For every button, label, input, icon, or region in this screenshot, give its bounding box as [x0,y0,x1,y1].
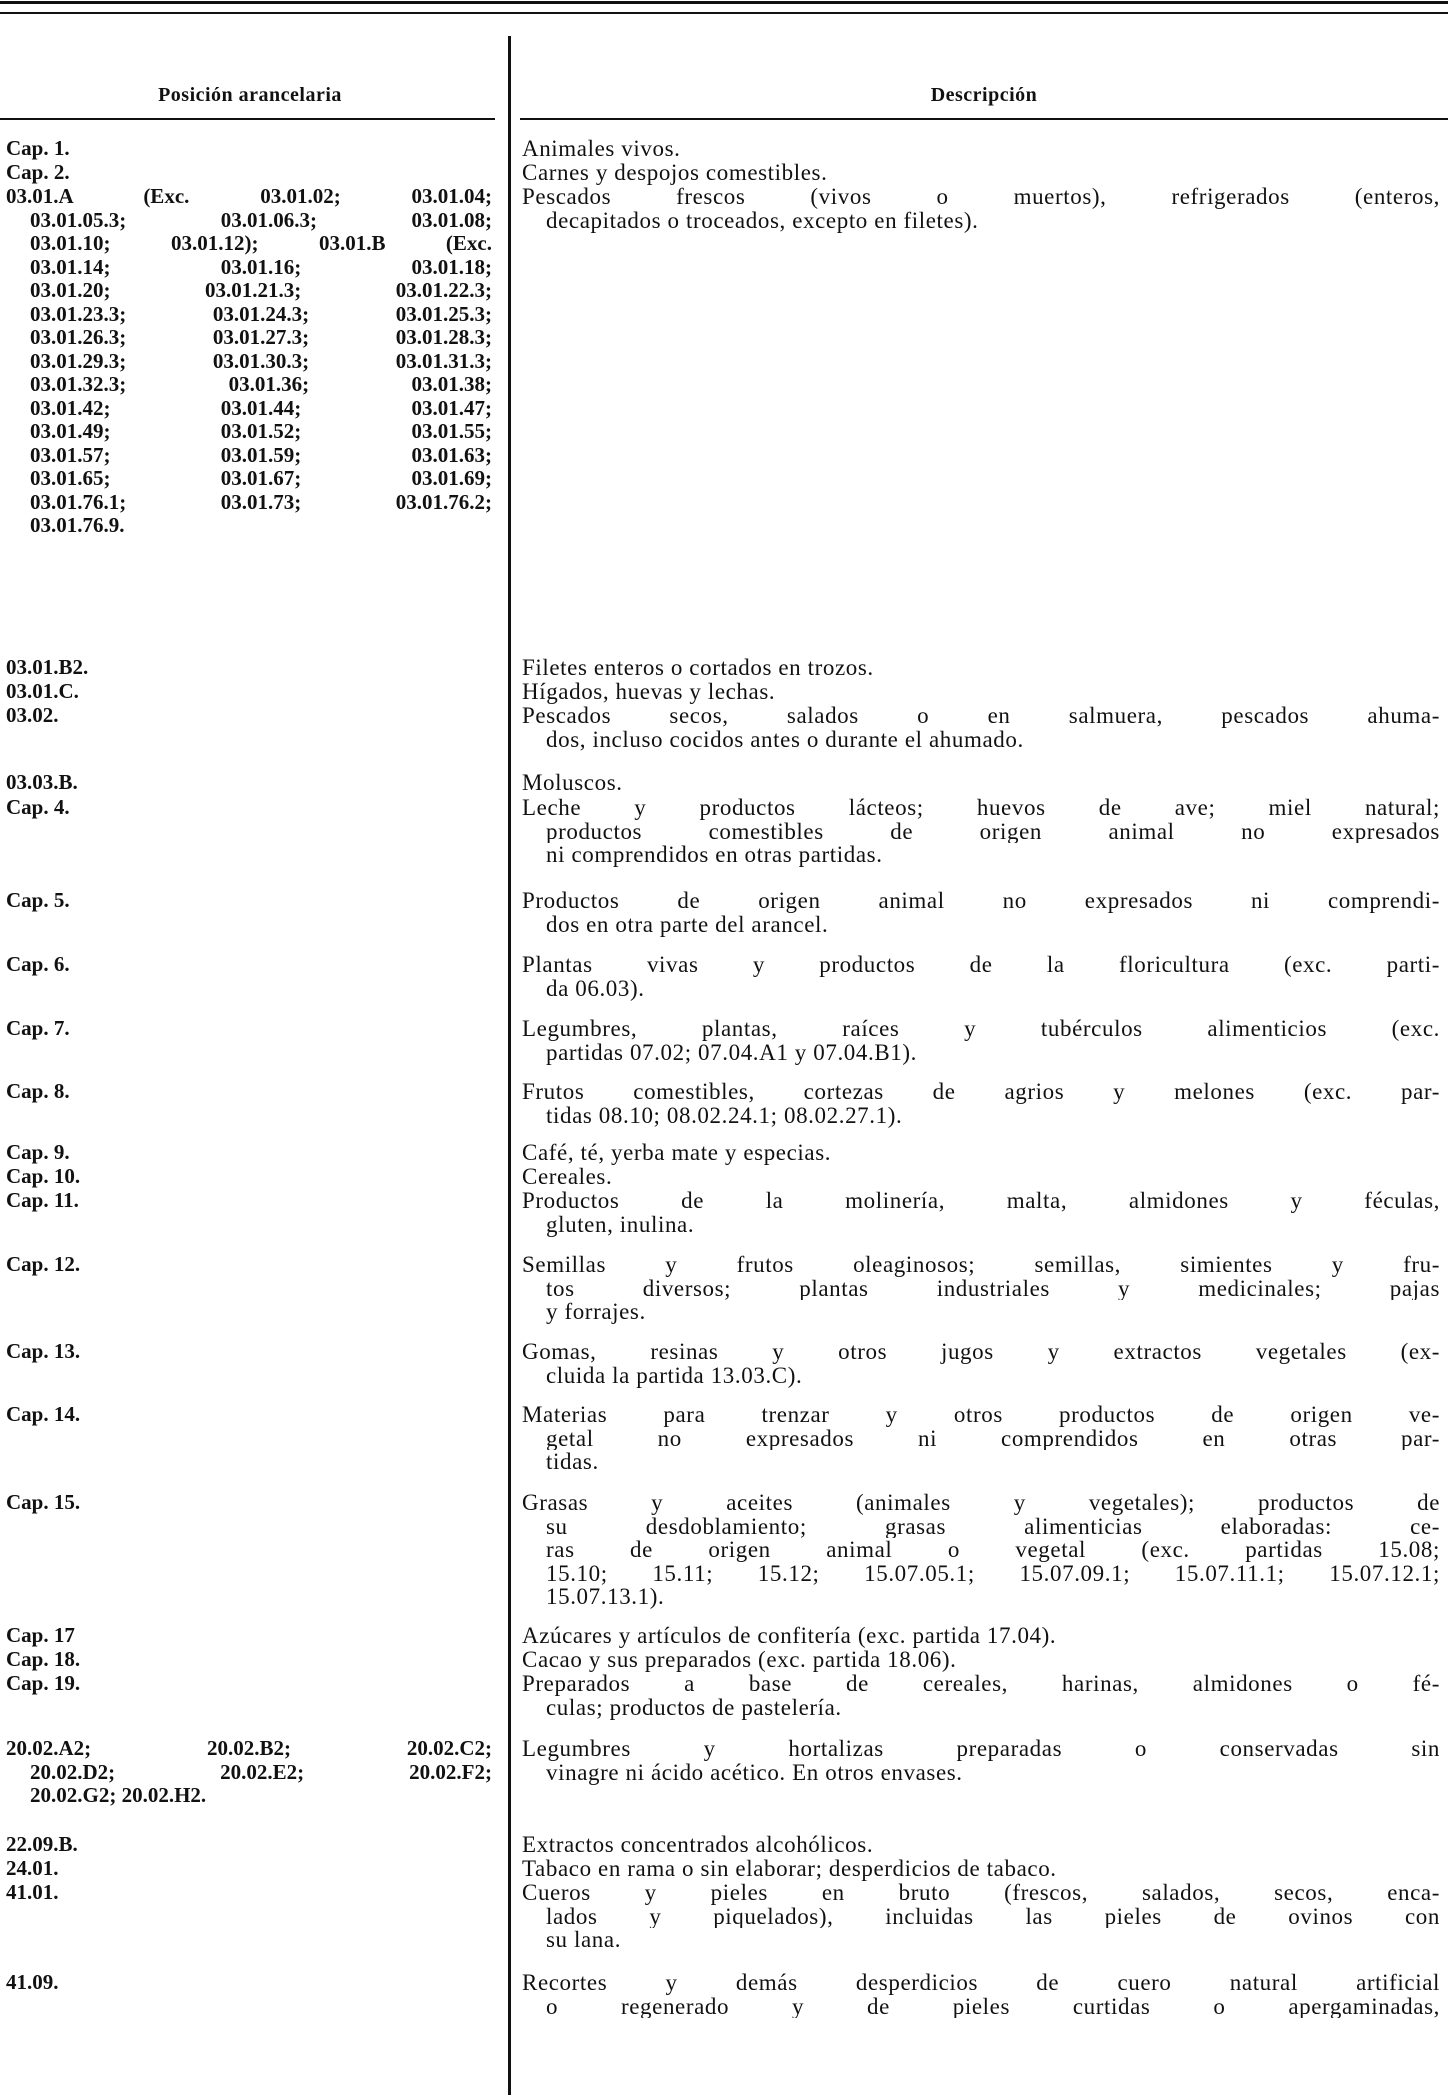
position-cell [6,771,492,795]
position-cell [6,1141,492,1165]
position-cell [6,1080,492,1104]
description-line: Moluscos. [522,770,623,795]
top-rule-thick [0,1,1448,4]
description-cell [522,1857,1440,1881]
position-line: Cap. 8. [6,1079,70,1103]
description-line: Cereales. [522,1164,613,1189]
position-line: 03.01.49; 03.01.52; 03.01.55; [30,420,492,443]
description-line: Pescados secos, salados o en salmuera, pescados ahuma- [522,704,1440,728]
description-cell [522,1080,1440,1127]
position-cell [6,1624,492,1648]
description-cell [522,1253,1440,1324]
description-line: partidas 07.02; 07.04.A1 y 07.04.B1). [546,1039,918,1065]
description-line: cluida la partida 13.03.C). [546,1362,803,1388]
description-line: Plantas vivas y productos de la floricultura (exc. parti- [522,953,1440,977]
description-line: 15.10; 15.11; 15.12; 15.07.05.1; 15.07.09.1; 15.07.11.1; 15.07.12.1; [546,1561,1440,1585]
position-line: 03.01.57; 03.01.59; 03.01.63; [30,443,492,467]
position-line: Cap. 17 [6,1623,75,1647]
position-line: Cap. 9. [6,1140,70,1164]
position-line: 03.01.C. [6,679,79,703]
position-cell [6,1672,492,1696]
position-line: 03.01.A (Exc. 03.01.02; 03.01.04; [6,185,492,208]
description-cell [522,185,1440,232]
position-line: Cap. 18. [6,1647,81,1671]
description-cell [522,1672,1440,1719]
description-line: Recortes y demás desperdicios de cuero natural artificial [522,1971,1440,1995]
position-cell [6,1881,492,1905]
position-line: 41.09. [6,1970,59,1994]
description-line: Semillas y frutos oleaginosos; semillas, simientes y fru- [522,1253,1440,1277]
description-line: su desdoblamiento; grasas alimenticias elaboradas: ce- [546,1514,1440,1538]
position-cell [6,1165,492,1189]
position-line: 03.01.10; 03.01.12); 03.01.B (Exc. [30,232,492,255]
position-line: 03.01.65; 03.01.67; 03.01.69; [30,467,492,490]
description-line: Materias para trenzar y otros productos de origen ve- [522,1403,1440,1427]
position-line: 03.01.76.9. [30,513,125,537]
description-cell [522,1971,1440,2018]
description-line: Café, té, yerba mate y especias. [522,1140,832,1165]
description-line: Grasas y aceites (animales y vegetales); productos de [522,1491,1440,1515]
description-line: Gomas, resinas y otros jugos y extractos vegetales (ex- [522,1340,1440,1364]
description-line: dos en otra parte del arancel. [546,911,829,937]
description-line: vinagre ni ácido acético. En otros envases. [546,1759,963,1785]
description-line: su lana. [546,1927,622,1952]
position-cell [6,1017,492,1041]
description-line: Cueros y pieles en bruto (frescos, salados, secos, enca- [522,1881,1440,1905]
description-cell [522,953,1440,1000]
header-description: Descripción [930,84,1038,106]
position-cell [6,1253,492,1277]
description-line: tidas. [546,1449,599,1474]
description-cell [522,161,1440,185]
description-line: Productos de la molinería, malta, almidones y féculas, [522,1189,1440,1213]
description-line: Animales vivos. [522,136,681,161]
position-cell [6,1971,492,1995]
position-cell [6,1857,492,1881]
position-cell [6,1491,492,1515]
position-line: 03.01.29.3; 03.01.30.3; 03.01.31.3; [30,349,492,373]
position-cell [6,656,492,680]
position-line: Cap. 14. [6,1402,81,1426]
description-line: getal no expresados ni comprendidos en otras par- [546,1426,1440,1450]
description-cell [522,1340,1440,1387]
description-line: ni comprendidos en otras partidas. [546,842,883,867]
description-line: lados y piquelados), incluidas las pieles de ovinos con [546,1904,1440,1928]
position-cell [6,889,492,913]
position-line: 03.01.14; 03.01.16; 03.01.18; [30,255,492,279]
description-line: Filetes enteros o cortados en trozos. [522,655,874,680]
position-line: 20.02.A2; 20.02.B2; 20.02.C2; [6,1737,492,1760]
position-line: 03.01.05.3; 03.01.06.3; 03.01.08; [30,208,492,232]
description-cell [522,1624,1440,1648]
position-line: Cap. 15. [6,1490,81,1514]
position-line: 20.02.D2; 20.02.E2; 20.02.F2; [30,1760,492,1784]
position-cell [6,704,492,728]
description-line: Pescados frescos (vivos o muertos), refrigerados (enteros, [522,185,1440,209]
description-cell [522,889,1440,936]
position-line: 24.01. [6,1856,59,1880]
position-line: 41.01. [6,1880,59,1904]
description-cell [522,680,1440,704]
position-line: Cap. 5. [6,888,70,912]
position-line: 03.01.76.1; 03.01.73; 03.01.76.2; [30,490,492,514]
description-line: culas; productos de pastelería. [546,1694,842,1720]
position-cell [6,137,492,161]
position-line: 03.01.23.3; 03.01.24.3; 03.01.25.3; [30,302,492,326]
position-line: 03.01.32.3; 03.01.36; 03.01.38; [30,373,492,396]
position-cell [6,796,492,820]
description-cell [522,771,1440,795]
position-cell [6,185,492,538]
description-line: Legumbres, plantas, raíces y tubérculos alimenticios (exc. [522,1017,1440,1041]
top-rule-thin [0,12,1448,14]
position-line: 03.01.B2. [6,655,89,679]
position-line: 03.01.42; 03.01.44; 03.01.47; [30,396,492,420]
description-cell [522,137,1440,161]
position-line: Cap. 10. [6,1164,81,1188]
description-cell [522,1165,1440,1189]
description-cell [522,1141,1440,1165]
description-cell [522,1403,1440,1474]
description-line: da 06.03). [546,975,645,1001]
position-line: Cap. 1. [6,136,70,160]
header-underline-right [520,118,1448,120]
description-cell [522,1189,1440,1236]
description-line: Cacao y sus preparados (exc. partida 18.06). [522,1647,957,1672]
column-divider [508,36,511,2095]
description-line: Azúcares y artículos de confitería (exc. partida 17.04). [522,1623,1057,1648]
position-line: Cap. 11. [6,1188,79,1212]
description-line: Frutos comestibles, cortezas de agrios y melones (exc. par- [522,1080,1440,1104]
description-line: gluten, inulina. [546,1211,695,1237]
description-line: tos diversos; plantas industriales y medicinales; pajas [546,1276,1440,1300]
header-position: Posición arancelaria [158,84,342,106]
description-line: Leche y productos lácteos; huevos de ave; miel natural; [522,796,1440,820]
position-cell [6,161,492,185]
description-line: Productos de origen animal no expresados ni comprendi- [522,889,1440,913]
position-line: 03.01.26.3; 03.01.27.3; 03.01.28.3; [30,326,492,349]
description-cell [522,1737,1440,1784]
position-line: 22.09.B. [6,1832,78,1856]
description-cell [522,1017,1440,1064]
description-line: y forrajes. [546,1299,646,1324]
description-line: Preparados a base de cereales, harinas, almidones o fé- [522,1672,1440,1696]
description-line: Tabaco en rama o sin elaborar; desperdicios de tabaco. [522,1856,1057,1881]
position-cell [6,1340,492,1364]
description-line: Extractos concentrados alcohólicos. [522,1832,874,1857]
position-line: 03.03.B. [6,770,78,794]
description-line: tidas 08.10; 08.02.24.1; 08.02.27.1). [546,1102,903,1128]
description-cell [522,796,1440,867]
description-line: o regenerado y de pieles curtidas o apergaminadas, [546,1994,1440,2018]
description-line: Legumbres y hortalizas preparadas o conservadas sin [522,1737,1440,1761]
position-line: Cap. 7. [6,1016,70,1040]
position-cell [6,1189,492,1213]
description-line: 15.07.13.1). [546,1584,665,1609]
description-cell [522,1881,1440,1952]
position-line: Cap. 12. [6,1252,81,1276]
position-line: Cap. 2. [6,160,70,184]
position-line: 03.02. [6,703,59,727]
description-line: productos comestibles de origen animal no expresados [546,819,1440,843]
description-cell [522,1833,1440,1857]
position-line: Cap. 6. [6,952,70,976]
position-line: 03.01.20; 03.01.21.3; 03.01.22.3; [30,279,492,302]
position-line: 20.02.G2; 20.02.H2. [30,1783,207,1807]
position-cell [6,680,492,704]
position-cell [6,953,492,977]
position-line: Cap. 4. [6,795,70,819]
description-line: ras de origen animal o vegetal (exc. partidas 15.08; [546,1538,1440,1562]
position-cell [6,1833,492,1857]
description-line: decapitados o troceados, excepto en filetes). [546,207,979,233]
position-line: Cap. 19. [6,1671,81,1695]
description-cell [522,656,1440,680]
description-line: Carnes y despojos comestibles. [522,160,828,185]
description-cell [522,704,1440,751]
position-cell [6,1737,492,1808]
description-cell [522,1491,1440,1609]
description-line: Hígados, huevas y lechas. [522,679,776,704]
position-cell [6,1648,492,1672]
description-cell [522,1648,1440,1672]
position-line: Cap. 13. [6,1339,81,1363]
header-underline-left [0,118,495,120]
description-line: dos, incluso cocidos antes o durante el ahumado. [546,726,1024,752]
position-cell [6,1403,492,1427]
